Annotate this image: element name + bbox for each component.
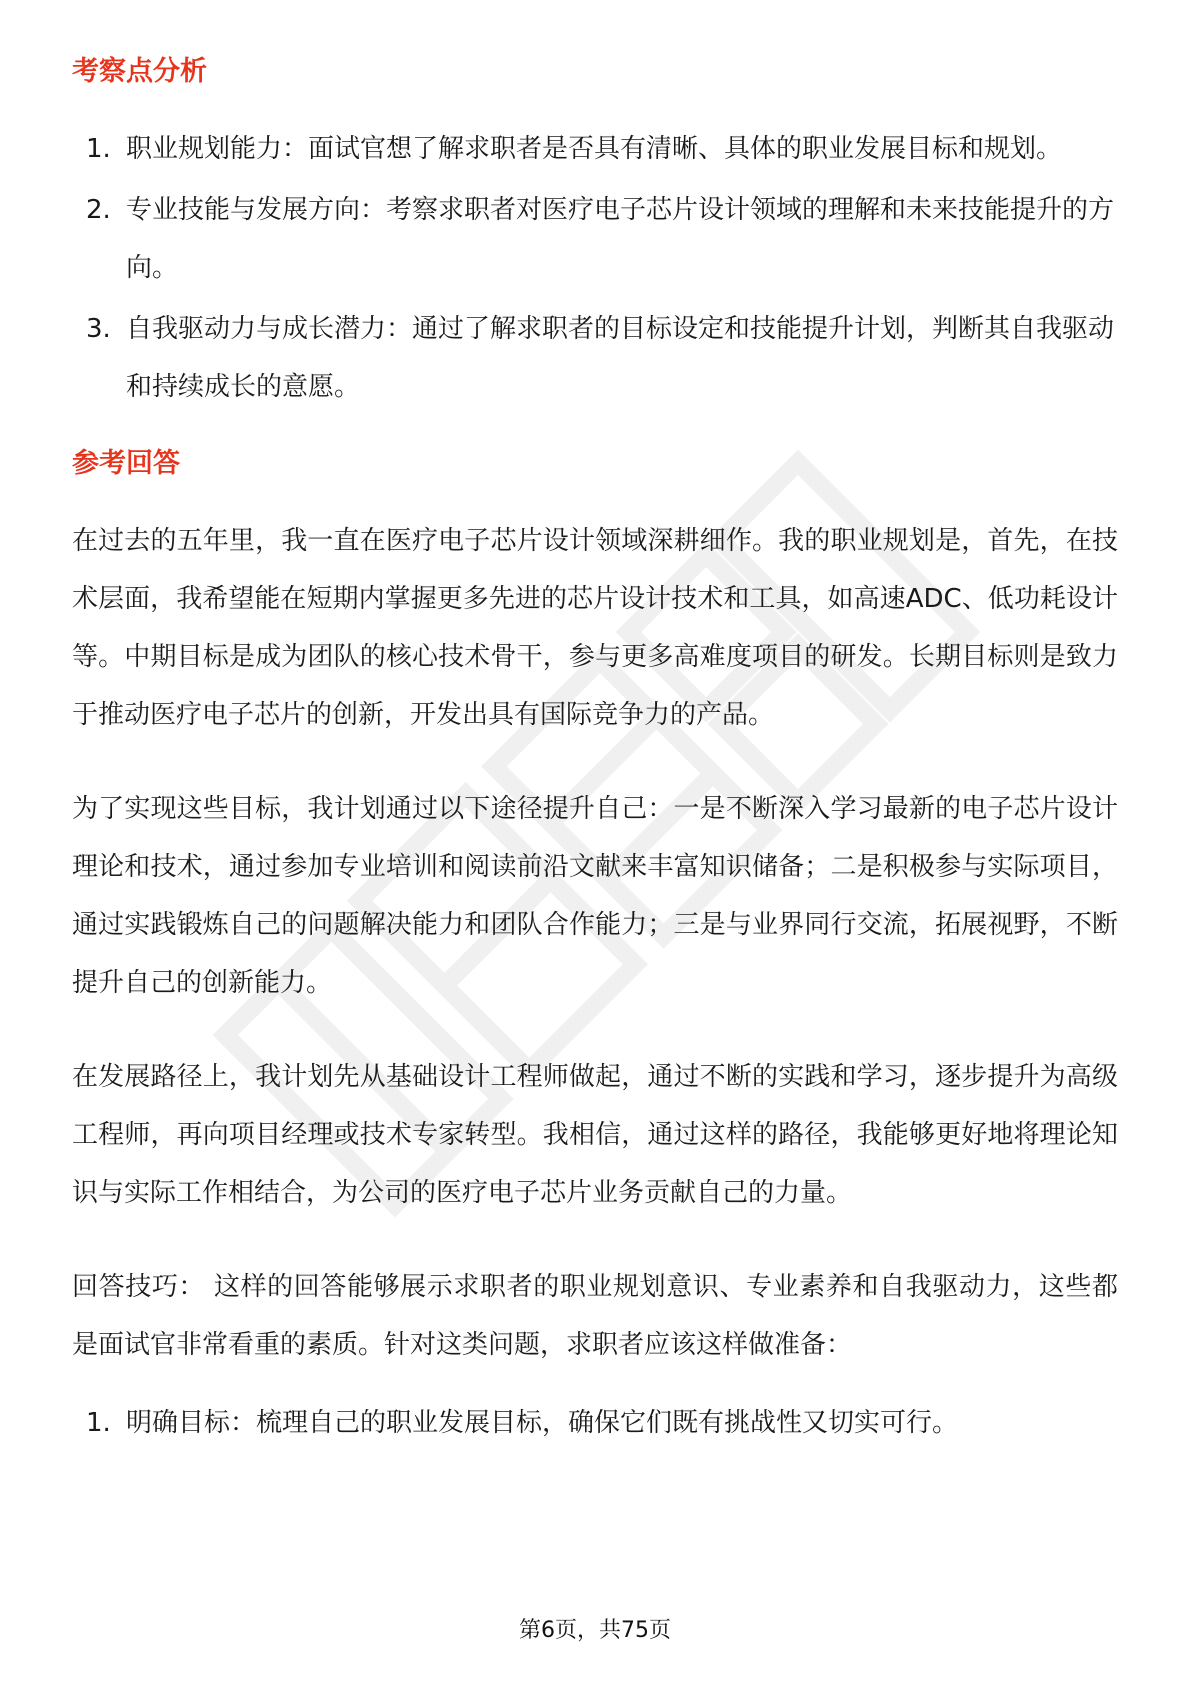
answer-paragraph: 为了实现这些目标，我计划通过以下途径提升自己：一是不断深入学习最新的电子芯片设计理论和技术，通过参加专业培训和阅读前沿文献来丰富知识储备；二是积极参与实际项目，通过实践锻炼自己的问题解决能力和团队合作能力；三是与业界同行交流，拓展视野，不断提升自己的创新能力。 — [72, 794, 1118, 998]
list-item-text: 自我驱动力与成长潜力：通过了解求职者的目标设定和技能提升计划，判断其自我驱动和持续成长的意愿。 — [126, 314, 1115, 402]
list-number: 1. — [86, 134, 111, 164]
list-item-text: 专业技能与发展方向：考察求职者对医疗电子芯片设计领域的理解和未来技能提升的方向。 — [126, 195, 1115, 283]
answer-paragraph: 在过去的五年里，我一直在医疗电子芯片设计领域深耕细作。我的职业规划是，首先，在技术层面，我希望能在短期内掌握更多先进的芯片设计技术和工具，如高速ADC、低功耗设计等。中期目标是成为团队的核心技术骨干，参与更多高难度项目的研发。长期目标则是致力于推动医疗电子芯片的创新，开发出具有国际竞争力的产品。 — [72, 526, 1118, 730]
page-number-footer: 第6页，共75页 — [519, 1618, 671, 1643]
list-number: 3. — [86, 314, 111, 344]
list-item — [72, 120, 1118, 178]
list-item-text: 明确目标：梳理自己的职业发展目标，确保它们既有挑战性又切实可行。 — [126, 1408, 959, 1438]
list-number: 2. — [86, 195, 111, 225]
list-item — [72, 300, 1118, 416]
list-item — [72, 1394, 1118, 1452]
document-content — [72, 44, 1118, 1455]
list-item-text: 职业规划能力：面试官想了解求职者是否具有清晰、具体的职业发展目标和规划。 — [126, 134, 1063, 164]
tips-list — [72, 1394, 1118, 1452]
list-number: 1. — [86, 1408, 111, 1438]
answer-tips-paragraph: 回答技巧： 这样的回答能够展示求职者的职业规划意识、专业素养和自我驱动力，这些都是面试官非常看重的素质。针对这类问题，求职者应该这样做准备： — [72, 1272, 1118, 1360]
section-title-analysis: 考察点分析 — [72, 56, 207, 87]
list-item — [72, 181, 1118, 297]
answer-paragraph: 在发展路径上，我计划先从基础设计工程师做起，通过不断的实践和学习，逐步提升为高级工程师，再向项目经理或技术专家转型。我相信，通过这样的路径，我能够更好地将理论知识与实际工作相结合，为公司的医疗电子芯片业务贡献自己的力量。 — [72, 1062, 1118, 1208]
analysis-list — [72, 120, 1118, 416]
section-title-reference-answer: 参考回答 — [72, 448, 180, 479]
